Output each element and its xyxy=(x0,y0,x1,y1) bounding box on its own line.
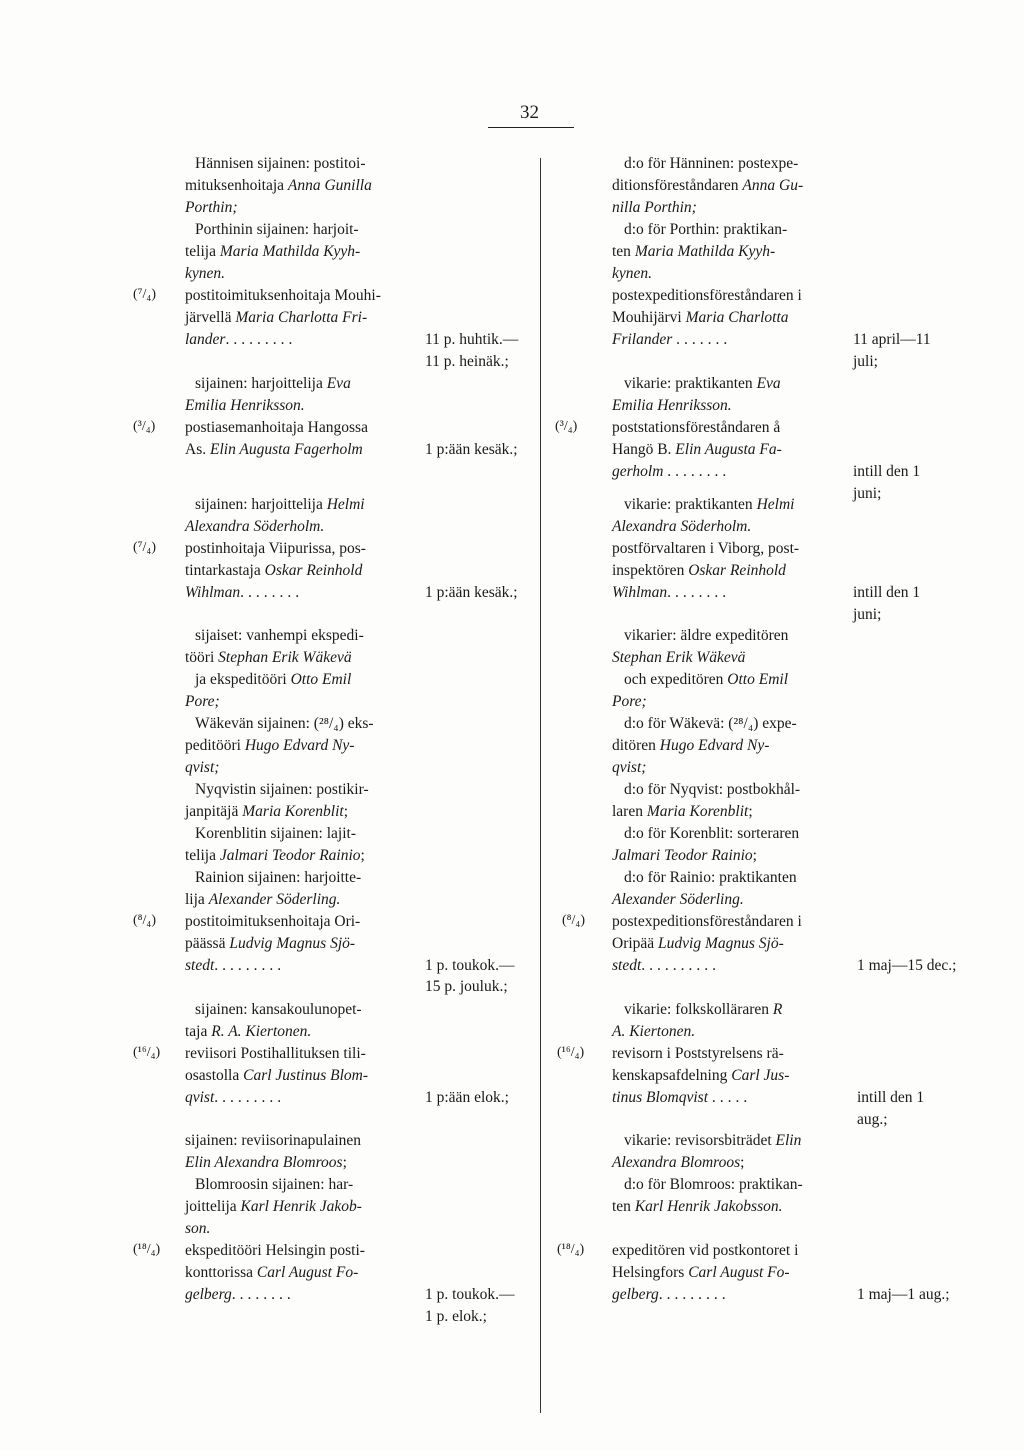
date-tag: (¹⁸/₄) xyxy=(557,1242,585,1257)
sv-line: d:o för Hänninen: postexpe- xyxy=(624,155,799,172)
fi-line: Alexandra Söderholm. xyxy=(185,518,325,535)
fi-line: gelberg........ xyxy=(185,1286,295,1303)
fi-line: sijaiset: vanhempi ekspedi- xyxy=(195,627,364,644)
fi-line: lander......... xyxy=(185,331,297,348)
fi-line: Rainion sijainen: harjoitte- xyxy=(195,869,362,886)
fi-line: Blomroosin sijainen: har- xyxy=(195,1176,354,1193)
sv-date: juni; xyxy=(853,606,882,623)
sv-date: intill den 1 xyxy=(853,584,921,601)
sv-line: gerholm ........ xyxy=(612,463,731,480)
fi-line: Nyqvistin sijainen: postikir- xyxy=(195,781,369,798)
sv-line: gelberg......... xyxy=(612,1286,730,1303)
sv-line: d:o för Porthin: praktikan- xyxy=(624,221,788,238)
sv-line: Pore; xyxy=(612,693,647,710)
date-tag: (⁷/₄) xyxy=(133,540,156,555)
sv-line: d:o för Blomroos: praktikan- xyxy=(624,1176,803,1193)
fi-line: Emilia Henriksson. xyxy=(185,397,305,414)
sv-line: Stephan Erik Wäkevä xyxy=(612,649,746,666)
sv-line: ditionsföreståndaren Anna Gu- xyxy=(612,177,804,194)
fi-line: Porthin; xyxy=(185,199,238,216)
sv-date: 1 maj—15 dec.; xyxy=(857,957,957,974)
sv-line: expeditören vid postkontoret i xyxy=(612,1242,799,1259)
fi-line: As. Elin Augusta Fagerholm xyxy=(185,441,363,458)
fi-line: Wihlman........ xyxy=(185,584,304,601)
sv-line: A. Kiertonen. xyxy=(612,1023,696,1040)
date-tag: (⁷/₄) xyxy=(133,287,156,302)
sv-date: intill den 1 xyxy=(853,463,921,480)
sv-line: postexpeditionsföreståndaren i xyxy=(612,287,802,304)
page-number: 32 xyxy=(520,102,539,123)
fi-line: qvist......... xyxy=(185,1089,286,1106)
sv-date: juli; xyxy=(853,353,878,370)
fi-line: stedt......... xyxy=(185,957,286,974)
sv-line: laren Maria Korenblit; xyxy=(612,803,753,820)
sv-line: kynen. xyxy=(612,265,653,282)
fi-line: reviisori Postihallituksen tili- xyxy=(185,1045,366,1062)
sv-line: Oripää Ludvig Magnus Sjö- xyxy=(612,935,784,952)
fi-line: osastolla Carl Justinus Blom- xyxy=(185,1067,368,1084)
fi-line: Elin Alexandra Blomroos; xyxy=(185,1154,347,1171)
fi-line: joittelija Karl Henrik Jakob- xyxy=(185,1198,362,1215)
fi-line: postitoimituksenhoitaja Mouhi- xyxy=(185,287,381,304)
sv-date: aug.; xyxy=(857,1111,888,1128)
fi-date: 1 p:ään elok.; xyxy=(425,1089,509,1106)
fi-date: 11 p. heinäk.; xyxy=(425,353,509,370)
fi-date: 1 p. toukok.— xyxy=(425,957,515,974)
fi-date: 1 p. toukok.— xyxy=(425,1286,515,1303)
fi-line: taja R. A. Kiertonen. xyxy=(185,1023,312,1040)
fi-line: peditööri Hugo Edvard Ny- xyxy=(185,737,355,754)
sv-line: ditören Hugo Edvard Ny- xyxy=(612,737,770,754)
sv-date: juni; xyxy=(853,485,882,502)
sv-line: stedt.......... xyxy=(612,957,721,974)
date-tag: (¹⁶/₄) xyxy=(557,1045,585,1060)
fi-date: 11 p. huhtik.— xyxy=(425,331,519,348)
fi-line: sijainen: reviisorinapulainen xyxy=(185,1132,362,1149)
fi-line: lija Alexander Söderling. xyxy=(185,891,341,908)
sv-line: d:o för Nyqvist: postbokhål- xyxy=(624,781,801,798)
fi-date: 1 p:ään kesäk.; xyxy=(425,441,518,458)
date-tag: (³/₄) xyxy=(133,419,156,434)
sv-line: Alexandra Blomroos; xyxy=(612,1154,745,1171)
sv-line: qvist; xyxy=(612,759,647,776)
column-divider xyxy=(540,158,541,1413)
fi-line: sijainen: kansakoulunopet- xyxy=(195,1001,362,1018)
sv-line: inspektören Oskar Reinhold xyxy=(612,562,786,579)
sv-line: tinus Blomqvist ..... xyxy=(612,1089,752,1106)
sv-line: vikarie: praktikanten Helmi xyxy=(624,496,795,513)
fi-line: Korenblitin sijainen: lajit- xyxy=(195,825,356,842)
fi-line: tööri Stephan Erik Wäkevä xyxy=(185,649,352,666)
fi-line: Hännisen sijainen: postitoi- xyxy=(195,155,366,172)
sv-line: Jalmari Teodor Rainio; xyxy=(612,847,757,864)
fi-date: 1 p. elok.; xyxy=(425,1308,487,1325)
fi-line: janpitäjä Maria Korenblit; xyxy=(185,803,349,820)
sv-line: Mouhijärvi Maria Charlotta xyxy=(612,309,789,326)
sv-line: Emilia Henriksson. xyxy=(612,397,732,414)
sv-line: d:o för Korenblit: sorteraren xyxy=(624,825,800,842)
sv-date: 11 april—11 xyxy=(853,331,931,348)
sv-line: Alexander Söderling. xyxy=(612,891,744,908)
sv-line: Wihlman........ xyxy=(612,584,731,601)
date-tag: (⁸/₄) xyxy=(562,913,585,928)
sv-line: ten Karl Henrik Jakobsson. xyxy=(612,1198,783,1215)
fi-date: 1 p:ään kesäk.; xyxy=(425,584,518,601)
sv-line: d:o för Wäkevä: (²⁸/₄) expe- xyxy=(624,715,797,732)
sv-line: Helsingfors Carl August Fo- xyxy=(612,1264,790,1281)
fi-line: qvist; xyxy=(185,759,220,776)
date-tag: (³/₄) xyxy=(555,419,578,434)
sv-line: kenskapsafdelning Carl Jus- xyxy=(612,1067,790,1084)
sv-line: vikarier: äldre expeditören xyxy=(624,627,789,644)
fi-date: 15 p. jouluk.; xyxy=(425,978,508,995)
fi-line: järvellä Maria Charlotta Fri- xyxy=(185,309,368,326)
fi-line: sijainen: harjoittelija Helmi xyxy=(195,496,365,513)
fi-line: Pore; xyxy=(185,693,220,710)
fi-line: sijainen: harjoittelija Eva xyxy=(195,375,351,392)
sv-line: Hangö B. Elin Augusta Fa- xyxy=(612,441,782,458)
sv-line: vikarie: praktikanten Eva xyxy=(624,375,781,392)
date-tag: (¹⁶/₄) xyxy=(133,1045,161,1060)
fi-line: kynen. xyxy=(185,265,226,282)
sv-line: nilla Porthin; xyxy=(612,199,697,216)
sv-line: Frilander ....... xyxy=(612,331,732,348)
fi-line: päässä Ludvig Magnus Sjö- xyxy=(185,935,356,952)
fi-line: konttorissa Carl August Fo- xyxy=(185,1264,359,1281)
fi-line: ekspeditööri Helsingin posti- xyxy=(185,1242,365,1259)
fi-line: mituksenhoitaja Anna Gunilla xyxy=(185,177,372,194)
sv-date: intill den 1 xyxy=(857,1089,925,1106)
sv-line: och expeditören Otto Emil xyxy=(624,671,789,688)
fi-line: Wäkevän sijainen: (²⁸/₄) eks- xyxy=(195,715,374,732)
sv-line: poststationsföreståndaren å xyxy=(612,419,781,436)
date-tag: (⁸/₄) xyxy=(133,913,156,928)
sv-line: vikarie: folkskolläraren R xyxy=(624,1001,783,1018)
fi-line: postitoimituksenhoitaja Ori- xyxy=(185,913,361,930)
sv-line: d:o för Rainio: praktikanten xyxy=(624,869,797,886)
fi-line: son. xyxy=(185,1220,211,1237)
fi-line: postiasemanhoitaja Hangossa xyxy=(185,419,368,436)
sv-line: ten Maria Mathilda Kyyh- xyxy=(612,243,776,260)
sv-line: Alexandra Söderholm. xyxy=(612,518,752,535)
fi-line: ja ekspeditööri Otto Emil xyxy=(195,671,352,688)
fi-line: Porthinin sijainen: harjoit- xyxy=(195,221,359,238)
date-tag: (¹⁸/₄) xyxy=(133,1242,161,1257)
sv-line: revisorn i Poststyrelsens rä- xyxy=(612,1045,784,1062)
fi-line: postinhoitaja Viipurissa, pos- xyxy=(185,540,366,557)
fi-line: tintarkastaja Oskar Reinhold xyxy=(185,562,363,579)
sv-date: 1 maj—1 aug.; xyxy=(857,1286,950,1303)
fi-line: telija Maria Mathilda Kyyh- xyxy=(185,243,361,260)
sv-line: postförvaltaren i Viborg, post- xyxy=(612,540,800,557)
sv-line: postexpeditionsföreståndaren i xyxy=(612,913,802,930)
sv-line: vikarie: revisorsbiträdet Elin xyxy=(624,1132,802,1149)
fi-line: telija Jalmari Teodor Rainio; xyxy=(185,847,365,864)
header-rule xyxy=(488,127,574,128)
